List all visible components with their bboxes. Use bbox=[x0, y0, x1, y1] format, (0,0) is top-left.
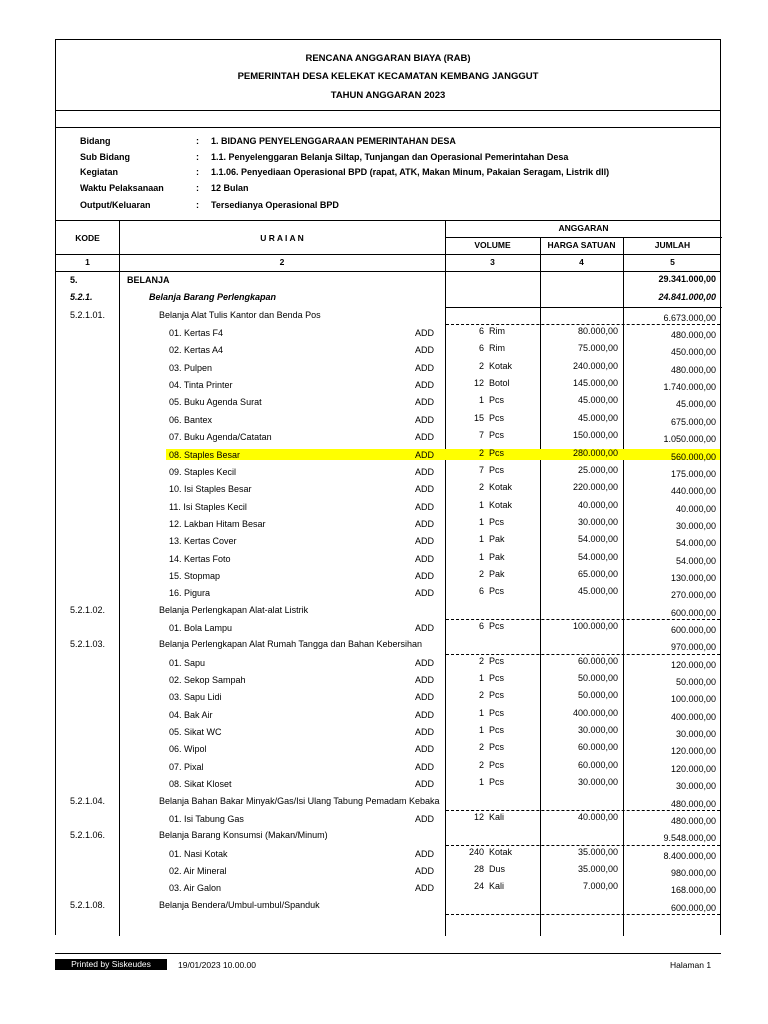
header-num-4: 4 bbox=[579, 257, 584, 267]
row-uraian: 04. Tinta Printer bbox=[169, 380, 233, 391]
row-jumlah: 30.000,00 bbox=[675, 781, 716, 792]
table-row bbox=[56, 776, 720, 793]
table-row bbox=[56, 707, 720, 724]
row-uraian: 02. Kertas A4 bbox=[169, 345, 224, 356]
row-volume: 2 bbox=[478, 690, 484, 701]
row-sumber-dana: ADD bbox=[415, 484, 435, 495]
info-value: Tersedianya Operasional BPD bbox=[211, 200, 339, 210]
table-row bbox=[56, 499, 720, 516]
row-kode: 5.2.1.02. bbox=[70, 604, 106, 615]
table-row bbox=[56, 447, 720, 464]
row-satuan: Botol bbox=[489, 378, 510, 389]
row-jumlah: 480.000,00 bbox=[670, 815, 716, 826]
row-jumlah: 270.000,00 bbox=[670, 590, 716, 601]
row-sumber-dana: ADD bbox=[415, 623, 435, 633]
table-row bbox=[56, 325, 720, 342]
row-jumlah: 450.000,00 bbox=[670, 347, 716, 358]
row-jumlah: 50.000,00 bbox=[675, 677, 716, 688]
row-jumlah: 480.000,00 bbox=[670, 364, 716, 375]
row-sumber-dana: ADD bbox=[415, 380, 435, 391]
header-num-2: 2 bbox=[279, 257, 285, 267]
row-harga-satuan: 50.000,00 bbox=[577, 690, 618, 701]
row-harga-satuan: 220.000,00 bbox=[572, 482, 618, 493]
info-label: Bidang bbox=[80, 136, 111, 146]
row-sumber-dana: ADD bbox=[415, 588, 435, 599]
table-row bbox=[56, 464, 720, 481]
row-uraian: 07. Buku Agenda/Catatan bbox=[169, 432, 272, 443]
row-satuan: Dus bbox=[489, 863, 506, 874]
row-satuan: Pcs bbox=[489, 673, 505, 684]
row-satuan: Pcs bbox=[489, 725, 505, 736]
row-jumlah: 600.000,00 bbox=[670, 607, 716, 618]
info-label: Sub Bidang bbox=[80, 152, 130, 162]
row-volume: 1 bbox=[478, 673, 484, 684]
row-uraian: Belanja Barang Konsumsi (Makan/Minum) bbox=[159, 830, 328, 841]
row-harga-satuan: 35.000,00 bbox=[577, 863, 618, 874]
header-volume: VOLUME bbox=[474, 240, 511, 250]
row-kode: 5.2.1.06. bbox=[70, 830, 106, 841]
table-row bbox=[56, 342, 720, 359]
row-uraian: 02. Air Mineral bbox=[169, 865, 227, 876]
doc-year: TAHUN ANGGARAN 2023 bbox=[330, 90, 446, 101]
row-sumber-dana: ADD bbox=[415, 744, 435, 755]
row-volume: 24 bbox=[473, 881, 484, 892]
row-volume: 12 bbox=[473, 378, 484, 389]
table-row bbox=[56, 880, 720, 897]
row-volume: 15 bbox=[473, 412, 484, 423]
row-volume: 28 bbox=[473, 863, 484, 874]
row-uraian: 03. Sapu Lidi bbox=[169, 692, 222, 703]
row-jumlah: 54.000,00 bbox=[675, 555, 716, 566]
row-satuan: Kotak bbox=[489, 482, 513, 493]
page-number: Halaman 1 bbox=[670, 960, 712, 970]
row-harga-satuan: 7.000,00 bbox=[582, 881, 618, 892]
table-group-row bbox=[56, 828, 720, 845]
table-row bbox=[56, 412, 720, 429]
row-satuan: Pcs bbox=[489, 395, 505, 406]
table-row bbox=[56, 516, 720, 533]
row-satuan: Kali bbox=[489, 881, 505, 892]
row-volume: 1 bbox=[478, 551, 484, 562]
row-satuan: Pcs bbox=[489, 516, 505, 527]
row-uraian: 01. Kertas F4 bbox=[169, 328, 224, 339]
doc-subtitle: PEMERINTAH DESA KELEKAT KECAMATAN KEMBANG JANGGUT bbox=[237, 71, 539, 82]
row-sumber-dana: ADD bbox=[415, 518, 435, 529]
table-row bbox=[56, 533, 720, 550]
row-harga-satuan: 35.000,00 bbox=[577, 846, 618, 857]
row-jumlah: 100.000,00 bbox=[670, 694, 716, 705]
row-harga-satuan: 60.000,00 bbox=[577, 759, 618, 770]
row-satuan: Kotak bbox=[489, 360, 513, 371]
row-uraian: Belanja Barang Perlengkapan bbox=[149, 292, 277, 303]
row-satuan: Pcs bbox=[489, 759, 505, 770]
header-num-1: 1 bbox=[85, 257, 90, 267]
row-sumber-dana: ADD bbox=[415, 813, 435, 824]
row-satuan: Pcs bbox=[489, 777, 505, 788]
row-harga-satuan: 45.000,00 bbox=[577, 586, 618, 597]
row-volume: 1 bbox=[478, 395, 484, 406]
row-sumber-dana: ADD bbox=[415, 345, 435, 356]
row-uraian: 01. Bola Lampu bbox=[169, 623, 233, 633]
row-satuan: Pak bbox=[489, 568, 505, 579]
table-group-row bbox=[56, 308, 720, 325]
row-jumlah: 600.000,00 bbox=[670, 625, 716, 635]
row-jumlah: 40.000,00 bbox=[675, 503, 716, 514]
table-row bbox=[56, 377, 720, 394]
row-jumlah: 980.000,00 bbox=[670, 867, 716, 878]
table-row bbox=[56, 672, 720, 689]
row-sumber-dana: ADD bbox=[415, 709, 435, 720]
row-satuan: Pcs bbox=[489, 412, 505, 423]
row-uraian: 15. Stopmap bbox=[169, 570, 221, 581]
row-satuan: Pcs bbox=[489, 447, 505, 458]
table-row bbox=[56, 394, 720, 411]
table-group-row bbox=[56, 794, 720, 811]
table-row bbox=[56, 360, 720, 377]
table-row bbox=[56, 429, 720, 446]
row-jumlah: 1.740.000,00 bbox=[663, 382, 716, 393]
row-jumlah: 400.000,00 bbox=[670, 711, 716, 722]
row-uraian: Belanja Perlengkapan Alat Rumah Tangga dan Bahan Kebersihan bbox=[159, 639, 423, 650]
header-kode: KODE bbox=[75, 233, 100, 243]
print-date: 19/01/2023 10.00.00 bbox=[178, 960, 256, 970]
row-satuan: Rim bbox=[489, 326, 505, 337]
row-satuan: Pcs bbox=[489, 690, 505, 701]
row-uraian: Belanja Bahan Bakar Minyak/Gas/Isi Ulang Tabung Pemadam Kebaka bbox=[159, 795, 440, 806]
row-jumlah: 6.673.000,00 bbox=[663, 312, 716, 323]
row-volume: 2 bbox=[478, 568, 484, 579]
row-uraian: 12. Lakban Hitam Besar bbox=[169, 518, 266, 529]
row-sumber-dana: ADD bbox=[415, 692, 435, 703]
row-satuan: Pcs bbox=[489, 707, 505, 718]
info-colon: : bbox=[196, 200, 199, 210]
row-volume: 2 bbox=[478, 360, 484, 371]
row-volume: 1 bbox=[478, 707, 484, 718]
row-jumlah: 120.000,00 bbox=[670, 746, 716, 757]
row-uraian: Belanja Alat Tulis Kantor dan Benda Pos bbox=[159, 309, 321, 320]
anggaran-divider bbox=[445, 237, 722, 238]
row-uraian: 06. Wipol bbox=[169, 744, 207, 755]
divider bbox=[56, 110, 720, 111]
row-satuan: Pak bbox=[489, 534, 505, 545]
table-group-row bbox=[56, 290, 720, 307]
header-anggaran: ANGGARAN bbox=[558, 223, 609, 233]
row-harga-satuan: 145.000,00 bbox=[572, 378, 618, 389]
row-sumber-dana: ADD bbox=[415, 865, 435, 876]
row-uraian: 10. Isi Staples Besar bbox=[169, 484, 252, 495]
footer-divider bbox=[55, 953, 721, 954]
row-uraian: Belanja Bendera/Umbul-umbul/Spanduk bbox=[159, 899, 320, 910]
row-harga-satuan: 40.000,00 bbox=[577, 499, 618, 510]
row-uraian: 16. Pigura bbox=[169, 588, 211, 599]
row-satuan: Pcs bbox=[489, 586, 505, 597]
row-uraian: 14. Kertas Foto bbox=[169, 553, 231, 564]
row-jumlah: 8.400.000,00 bbox=[663, 850, 716, 861]
row-volume: 1 bbox=[478, 777, 484, 788]
row-kode: 5.2.1.03. bbox=[70, 639, 106, 650]
row-harga-satuan: 400.000,00 bbox=[572, 707, 618, 718]
row-jumlah: 480.000,00 bbox=[670, 798, 716, 809]
table-row bbox=[56, 551, 720, 568]
table-group-row bbox=[56, 603, 720, 620]
info-value: 1.1.06. Penyediaan Operasional BPD (rapat, ATK, Makan Minum, Pakaian Seragam, Listrik dll) bbox=[211, 167, 610, 177]
row-satuan: Pcs bbox=[489, 655, 505, 666]
row-jumlah: 9.548.000,00 bbox=[663, 833, 716, 844]
row-satuan: Pcs bbox=[489, 430, 505, 441]
table-row bbox=[56, 811, 720, 828]
row-harga-satuan: 54.000,00 bbox=[577, 551, 618, 562]
row-volume: 6 bbox=[478, 326, 484, 337]
row-volume: 6 bbox=[478, 343, 484, 354]
row-uraian: 09. Staples Kecil bbox=[169, 466, 237, 477]
header-bottom-divider bbox=[56, 271, 720, 272]
row-uraian: 01. Isi Tabung Gas bbox=[169, 813, 244, 824]
row-harga-satuan: 60.000,00 bbox=[577, 742, 618, 753]
row-sumber-dana: ADD bbox=[415, 362, 435, 373]
row-jumlah: 120.000,00 bbox=[670, 659, 716, 670]
row-jumlah: 24.841.000,00 bbox=[658, 292, 716, 303]
header-uraian: U R A I A N bbox=[260, 233, 304, 243]
row-harga-satuan: 65.000,00 bbox=[577, 568, 618, 579]
row-sumber-dana: ADD bbox=[415, 397, 435, 408]
row-satuan: Pcs bbox=[489, 742, 505, 753]
printed-by-label: Printed by Siskeudes bbox=[55, 959, 167, 970]
row-satuan: Rim bbox=[489, 343, 505, 354]
info-value: 1.1. Penyelenggaran Belanja Siltap, Tunjangan dan Operasional Pemerintahan Desa bbox=[211, 152, 569, 162]
row-volume: 2 bbox=[478, 447, 484, 458]
row-harga-satuan: 75.000,00 bbox=[577, 343, 618, 354]
table-row bbox=[56, 846, 720, 863]
row-harga-satuan: 100.000,00 bbox=[572, 621, 618, 631]
row-jumlah: 175.000,00 bbox=[670, 468, 716, 479]
row-sumber-dana: ADD bbox=[415, 727, 435, 738]
row-harga-satuan: 30.000,00 bbox=[577, 516, 618, 527]
table-row bbox=[56, 481, 720, 498]
row-volume: 1 bbox=[478, 516, 484, 527]
row-sumber-dana: ADD bbox=[415, 848, 435, 859]
row-volume: 1 bbox=[478, 499, 484, 510]
row-harga-satuan: 50.000,00 bbox=[577, 673, 618, 684]
rab-document bbox=[55, 39, 721, 935]
table-row bbox=[56, 689, 720, 706]
row-volume: 2 bbox=[478, 482, 484, 493]
row-jumlah: 130.000,00 bbox=[670, 572, 716, 583]
row-jumlah: 600.000,00 bbox=[670, 902, 716, 913]
row-jumlah: 675.000,00 bbox=[670, 416, 716, 427]
row-sumber-dana: ADD bbox=[415, 466, 435, 477]
info-label: Kegiatan bbox=[80, 167, 119, 177]
row-jumlah: 54.000,00 bbox=[675, 538, 716, 549]
row-harga-satuan: 30.000,00 bbox=[577, 777, 618, 788]
header-num-5: 5 bbox=[670, 257, 675, 267]
header-number-divider bbox=[56, 254, 720, 255]
row-satuan: Kotak bbox=[489, 846, 513, 857]
row-satuan: Pak bbox=[489, 551, 505, 562]
row-satuan: Kali bbox=[489, 811, 505, 822]
row-uraian: 08. Staples Besar bbox=[169, 449, 241, 460]
row-jumlah: 29.341.000,00 bbox=[658, 274, 716, 284]
row-uraian: 13. Kertas Cover bbox=[169, 536, 237, 547]
table-row bbox=[56, 585, 720, 602]
row-harga-satuan: 240.000,00 bbox=[572, 360, 618, 371]
row-volume: 6 bbox=[478, 586, 484, 597]
row-jumlah: 120.000,00 bbox=[670, 763, 716, 774]
table-row bbox=[56, 620, 720, 637]
row-volume: 7 bbox=[478, 430, 484, 441]
row-volume: 2 bbox=[478, 655, 484, 666]
row-uraian: 05. Buku Agenda Surat bbox=[169, 397, 262, 408]
table-row bbox=[56, 741, 720, 758]
row-satuan: Pcs bbox=[489, 621, 505, 631]
info-colon: : bbox=[196, 167, 199, 177]
row-sumber-dana: ADD bbox=[415, 675, 435, 686]
row-jumlah: 480.000,00 bbox=[670, 330, 716, 341]
row-harga-satuan: 60.000,00 bbox=[577, 655, 618, 666]
header-num-3: 3 bbox=[490, 257, 495, 267]
subtotal-divider bbox=[445, 307, 722, 308]
row-harga-satuan: 45.000,00 bbox=[577, 395, 618, 406]
row-uraian: 01. Nasi Kotak bbox=[169, 848, 228, 859]
doc-title: RENCANA ANGGARAN BIAYA (RAB) bbox=[305, 53, 471, 64]
row-volume: 1 bbox=[478, 725, 484, 736]
row-jumlah: 45.000,00 bbox=[675, 399, 716, 410]
row-kode: 5.2.1.04. bbox=[70, 795, 106, 806]
table-row bbox=[56, 655, 720, 672]
row-sumber-dana: ADD bbox=[415, 328, 435, 339]
row-harga-satuan: 30.000,00 bbox=[577, 725, 618, 736]
row-sumber-dana: ADD bbox=[415, 553, 435, 564]
info-value: 1. BIDANG PENYELENGGARAAN PEMERINTAHAN DESA bbox=[211, 136, 456, 146]
row-uraian: 11. Isi Staples Kecil bbox=[169, 501, 247, 512]
row-volume: 2 bbox=[478, 742, 484, 753]
row-sumber-dana: ADD bbox=[415, 657, 435, 668]
row-sumber-dana: ADD bbox=[415, 570, 435, 581]
row-harga-satuan: 25.000,00 bbox=[577, 464, 618, 475]
row-uraian: 02. Sekop Sampah bbox=[169, 675, 246, 686]
row-kode: 5. bbox=[70, 275, 78, 285]
table-group-row bbox=[56, 273, 720, 290]
row-uraian: 07. Pixal bbox=[169, 761, 204, 772]
row-uraian: 03. Pulpen bbox=[169, 362, 213, 373]
group-dashed-divider bbox=[446, 914, 720, 915]
table-top-border bbox=[56, 220, 720, 221]
row-uraian: BELANJA bbox=[127, 275, 170, 285]
row-harga-satuan: 280.000,00 bbox=[572, 447, 618, 458]
info-colon: : bbox=[196, 152, 199, 162]
row-uraian: 04. Bak Air bbox=[169, 709, 213, 720]
row-satuan: Kotak bbox=[489, 499, 513, 510]
row-kode: 5.2.1.08. bbox=[70, 899, 106, 910]
info-label: Waktu Pelaksanaan bbox=[80, 183, 164, 193]
row-sumber-dana: ADD bbox=[415, 779, 435, 790]
table-row bbox=[56, 568, 720, 585]
row-volume: 6 bbox=[478, 621, 484, 631]
table-row bbox=[56, 863, 720, 880]
info-colon: : bbox=[196, 183, 199, 193]
row-uraian: 05. Sikat WC bbox=[169, 727, 222, 738]
header-harga-satuan: HARGA SATUAN bbox=[547, 240, 616, 250]
row-sumber-dana: ADD bbox=[415, 414, 435, 425]
row-harga-satuan: 150.000,00 bbox=[572, 430, 618, 441]
row-harga-satuan: 80.000,00 bbox=[577, 326, 618, 337]
row-kode: 5.2.1.01. bbox=[70, 309, 106, 320]
row-kode: 5.2.1. bbox=[70, 292, 93, 303]
row-harga-satuan: 45.000,00 bbox=[577, 412, 618, 423]
row-volume: 7 bbox=[478, 464, 484, 475]
row-satuan: Pcs bbox=[489, 464, 505, 475]
info-value: 12 Bulan bbox=[211, 183, 249, 193]
row-jumlah: 440.000,00 bbox=[670, 486, 716, 497]
row-harga-satuan: 54.000,00 bbox=[577, 534, 618, 545]
row-jumlah: 1.050.000,00 bbox=[663, 434, 716, 445]
row-sumber-dana: ADD bbox=[415, 883, 435, 894]
row-volume: 240 bbox=[468, 846, 484, 857]
divider bbox=[56, 127, 720, 128]
table-group-row bbox=[56, 898, 720, 915]
row-uraian: Belanja Perlengkapan Alat-alat Listrik bbox=[159, 604, 309, 615]
row-volume: 1 bbox=[478, 534, 484, 545]
info-colon: : bbox=[196, 136, 199, 146]
info-label: Output/Keluaran bbox=[80, 200, 151, 210]
row-uraian: 08. Sikat Kloset bbox=[169, 779, 232, 790]
row-jumlah: 30.000,00 bbox=[675, 520, 716, 531]
row-sumber-dana: ADD bbox=[415, 501, 435, 512]
table-group-row bbox=[56, 637, 720, 654]
row-sumber-dana: ADD bbox=[415, 761, 435, 772]
row-jumlah: 168.000,00 bbox=[670, 885, 716, 896]
table-row bbox=[56, 759, 720, 776]
row-sumber-dana: ADD bbox=[415, 449, 435, 460]
row-jumlah: 560.000,00 bbox=[670, 451, 716, 462]
row-uraian: 01. Sapu bbox=[169, 657, 206, 668]
row-uraian: 06. Bantex bbox=[169, 414, 213, 425]
row-volume: 12 bbox=[473, 811, 484, 822]
row-sumber-dana: ADD bbox=[415, 536, 435, 547]
row-sumber-dana: ADD bbox=[415, 432, 435, 443]
row-jumlah: 30.000,00 bbox=[675, 729, 716, 740]
row-jumlah: 970.000,00 bbox=[670, 642, 716, 653]
row-harga-satuan: 40.000,00 bbox=[577, 811, 618, 822]
header-jumlah: JUMLAH bbox=[654, 240, 691, 250]
row-volume: 2 bbox=[478, 759, 484, 770]
row-uraian: 03. Air Galon bbox=[169, 883, 222, 894]
table-row bbox=[56, 724, 720, 741]
